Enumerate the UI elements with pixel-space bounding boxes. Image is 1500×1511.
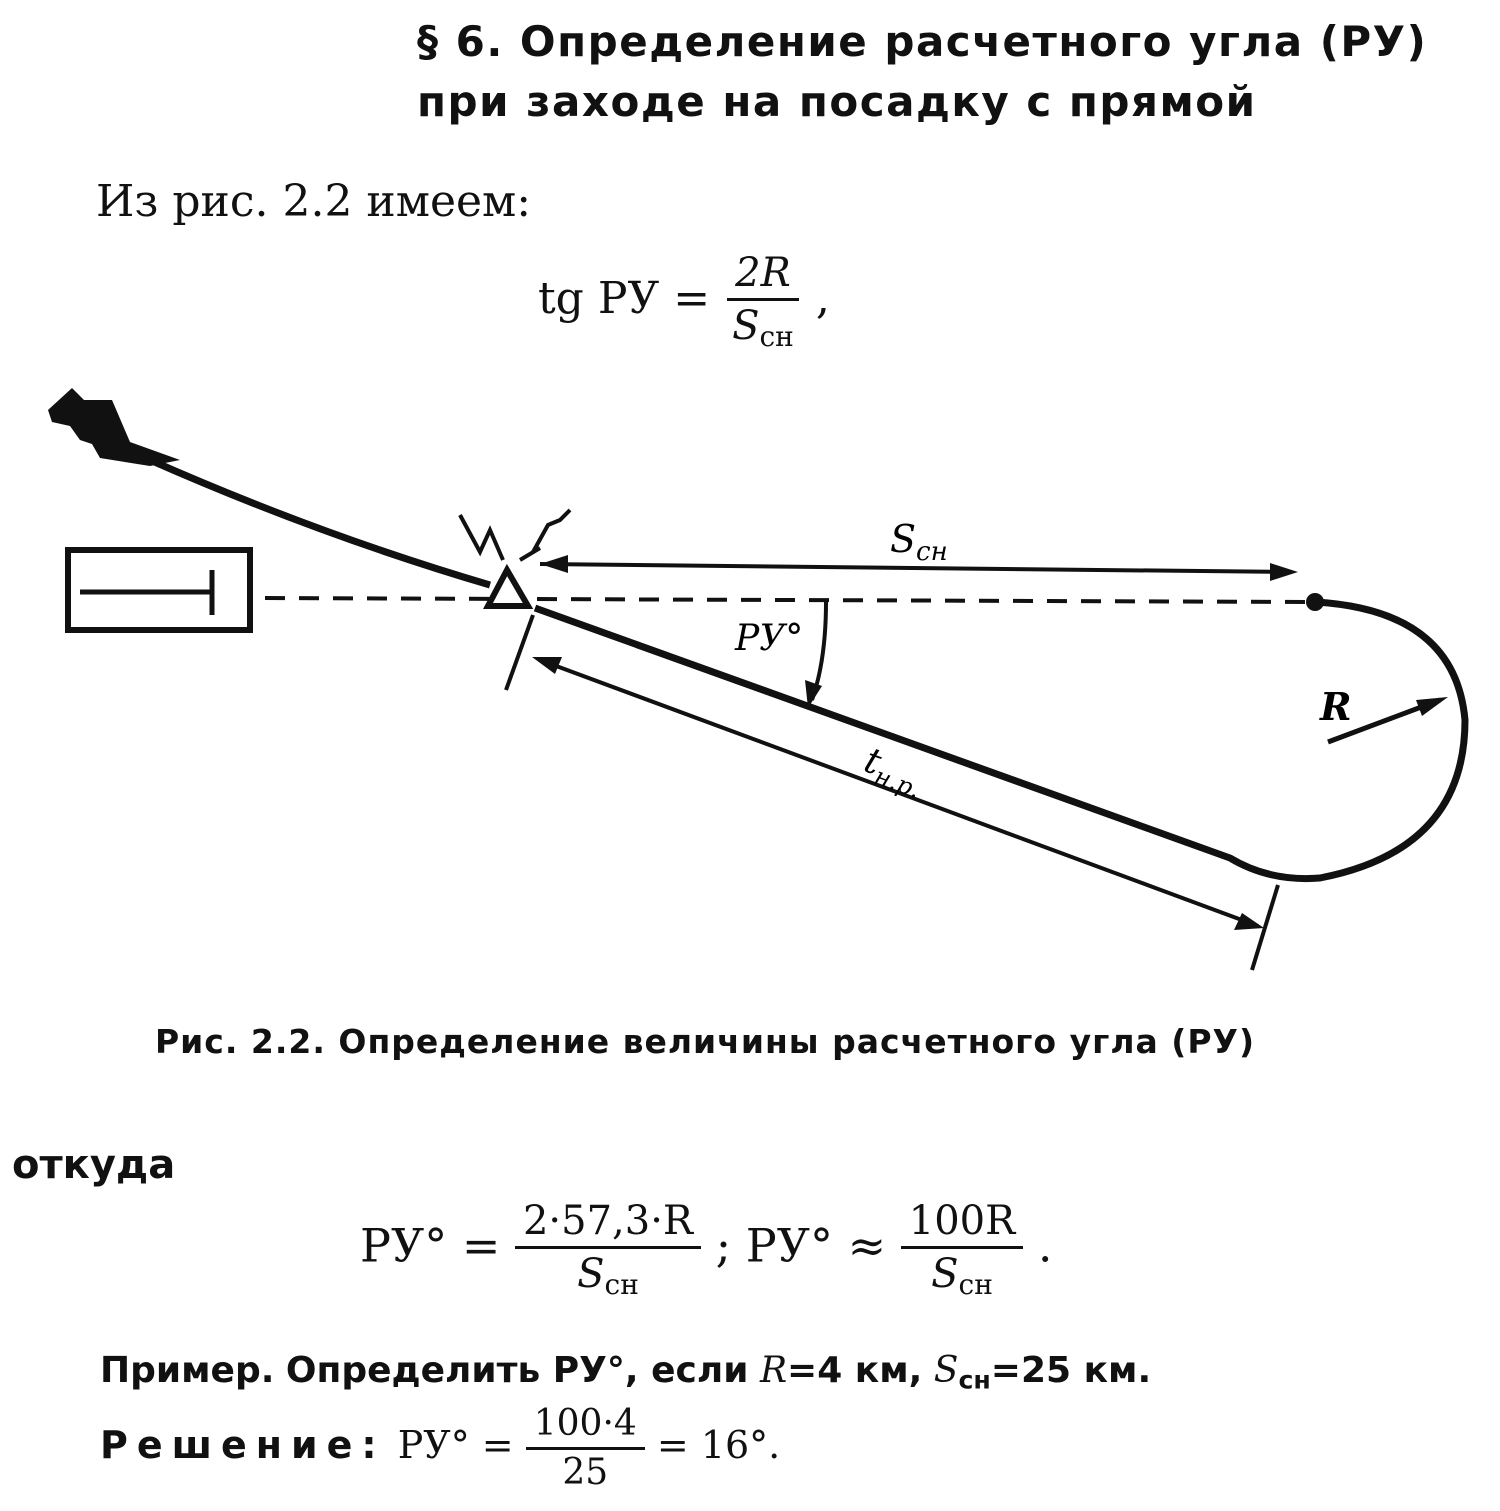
- formula-angle-sep: ;: [715, 1218, 732, 1273]
- angle-ru-arrow: [805, 602, 826, 708]
- solution-fraction: [526, 1405, 645, 1492]
- section-title-line1: § 6. Определение расчетного угла (РУ): [417, 17, 1428, 66]
- formula-angle-fraction1: [515, 1200, 701, 1299]
- formula-angle-den2: [923, 1249, 1001, 1299]
- figure-caption-prefix: Рис. 2.2.: [155, 1022, 326, 1061]
- solution-line: [100, 1405, 780, 1492]
- figure-approach-diagram: [0, 370, 1500, 1010]
- formula-tan-tail: ,: [815, 273, 830, 325]
- solution-label: Решение:: [100, 1422, 386, 1467]
- solution-result: = 16°.: [656, 1422, 781, 1467]
- formula-tan-den-main: S: [732, 303, 760, 349]
- formula-tan-fraction: [724, 252, 802, 351]
- formula-angle-num2: 100R: [901, 1200, 1023, 1249]
- formula-angle-den2-main: S: [931, 1251, 959, 1297]
- label-angle-ru: РУ°: [735, 618, 804, 659]
- formula-angle-lhs2: РУ° ≈: [745, 1218, 887, 1273]
- beacon-antenna-icon: [460, 510, 570, 560]
- turn-end-point: [1306, 593, 1324, 611]
- label-tnr: $t_{н.р.}$: [858, 739, 925, 804]
- formula-angle-den2-sub: сн: [958, 1268, 993, 1301]
- runway-icon: [68, 550, 250, 630]
- example-text: Определить РУ°, если: [285, 1350, 749, 1391]
- label-scn: $S_{сн}$: [890, 517, 948, 567]
- figure-caption: [155, 1022, 1255, 1061]
- runway-axis-dashed-line: [265, 598, 1305, 602]
- example-s-main: S: [933, 1350, 959, 1391]
- section-title-line2: при заходе на посадку с прямой: [417, 77, 1257, 126]
- example-line: [100, 1350, 1151, 1394]
- formula-angle-lhs1: РУ° =: [360, 1218, 501, 1273]
- example-r-val: =4 км,: [787, 1350, 923, 1391]
- formula-tan-den-sub: сн: [759, 320, 794, 353]
- intro-text: Из рис. 2.2 имеем:: [96, 176, 532, 227]
- beacon-triangle-icon: [488, 570, 528, 606]
- figure-caption-text: Определение величины расчетного угла (РУ): [338, 1022, 1256, 1061]
- whence-text: откуда: [12, 1142, 176, 1188]
- example-r-var: R: [759, 1350, 788, 1391]
- label-radius: R: [1320, 684, 1352, 729]
- formula-tan-numerator: 2R: [727, 252, 799, 301]
- formula-angle-num1: 2·57,3·R: [515, 1200, 701, 1249]
- airplane-icon: [48, 388, 180, 466]
- formula-angle: [360, 1200, 1053, 1299]
- example-s-sub: сн: [958, 1365, 991, 1395]
- outbound-track-line: [535, 602, 1465, 879]
- example-s-val: =25 км.: [990, 1350, 1152, 1391]
- formula-angle-den1: [569, 1249, 647, 1299]
- formula-angle-den1-main: S: [577, 1251, 605, 1297]
- entry-track-line: [150, 460, 490, 585]
- formula-angle-tail: .: [1037, 1218, 1053, 1273]
- example-label: Пример.: [100, 1350, 275, 1391]
- solution-denominator: 25: [562, 1451, 609, 1493]
- formula-angle-fraction2: [901, 1200, 1023, 1299]
- formula-tan: [538, 252, 830, 351]
- solution-numerator: 100·4: [526, 1405, 645, 1450]
- formula-angle-den1-sub: сн: [604, 1268, 639, 1301]
- formula-tan-lhs: tg РУ =: [538, 273, 711, 325]
- formula-tan-denominator: [724, 301, 802, 351]
- track-start-tick: [506, 615, 533, 690]
- solution-lhs: РУ° =: [397, 1422, 514, 1467]
